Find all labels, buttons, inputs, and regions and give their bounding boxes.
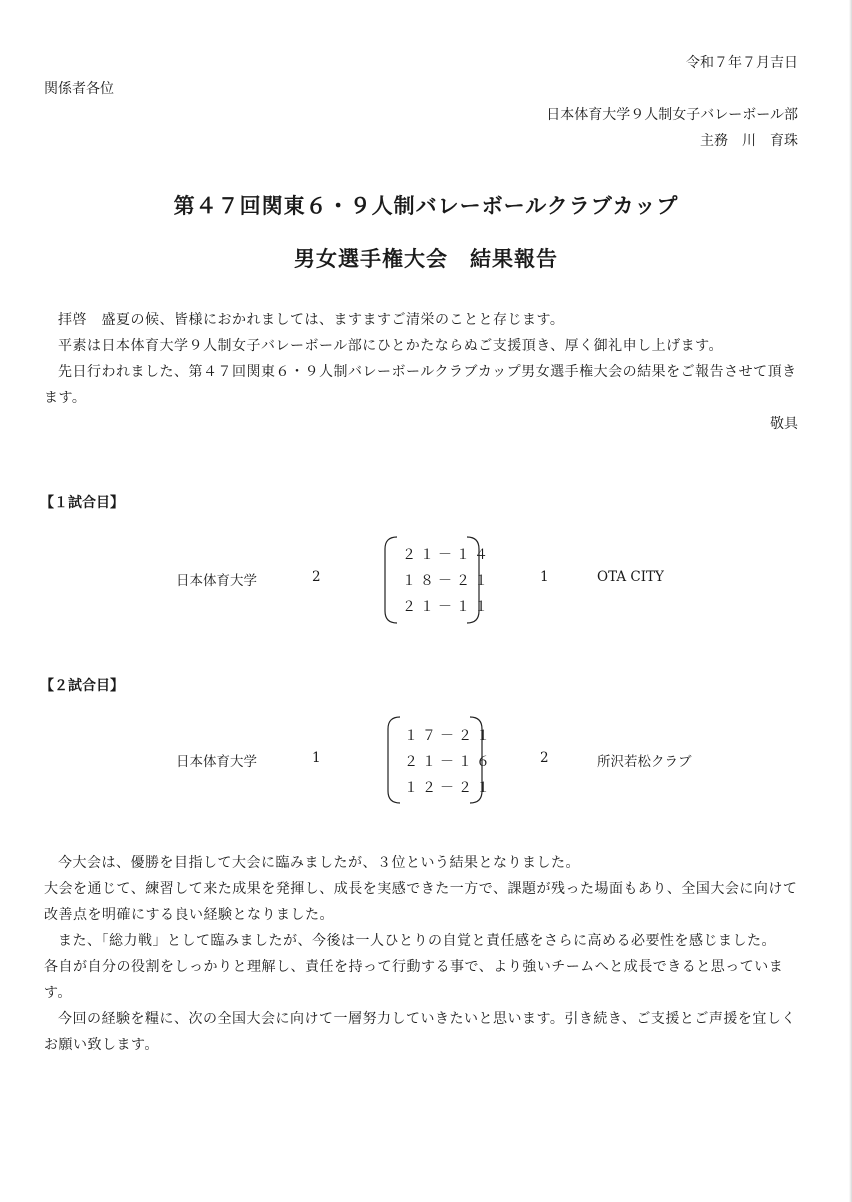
match-1-set-3: ２１－１１	[402, 599, 492, 615]
match-1-away-sets: 1	[540, 569, 549, 585]
greeting	[44, 307, 804, 411]
greeting-line-1: 拝啓 盛夏の候、皆様におかれましては、ますますご清栄のことと存じます。	[58, 312, 565, 328]
sender-organization: 日本体育大学９人制女子バレーボール部	[546, 107, 798, 123]
report-paragraph-2: 大会を通じて、練習して来た成果を発揮し、成長を実感できた一方で、課題が残った場面もあり、全国大会に向けて改善点を明確にする良い経験となりました。	[44, 881, 798, 923]
match-2-set-2: ２１－１６	[404, 754, 494, 770]
match-1-set-1: ２１－１４	[402, 547, 492, 563]
match-2-away-sets: 2	[540, 750, 549, 766]
report-paragraph-1: 今大会は、優勝を目指して大会に臨みましたが、３位という結果となりました。	[58, 855, 580, 871]
addressee: 関係者各位	[44, 81, 114, 97]
match-1-away-team: OTA CITY	[597, 569, 664, 585]
match-2-home-sets: 1	[312, 750, 321, 766]
match-2-away-team: 所沢若松クラブ	[597, 754, 692, 770]
match-1-home-team: 日本体育大学	[176, 573, 257, 589]
match-1-label: 【１試合目】	[40, 495, 124, 511]
report-paragraph-5: 今回の経験を糧に、次の全国大会に向けて一層努力していきたいと思います。引き続き、ご支援とご声援を宜しくお願い致します。	[44, 1011, 796, 1053]
report-paragraph-4: 各自が自分の役割をしっかりと理解し、責任を持って行動する事で、より強いチームへと成長できると思っています。	[44, 959, 784, 1001]
sender-name: 主務 川 育珠	[700, 133, 798, 149]
match-2-set-3: １２－２１	[404, 780, 494, 796]
greeting-line-3: 先日行われました、第４７回関東６・９人制バレーボールクラブカップ男女選手権大会の結果をご報告させて頂きます。	[44, 364, 797, 406]
greeting-line-2: 平素は日本体育大学９人制女子バレーボール部にひとかたならぬご支援頂き、厚く御礼申し上げます。	[58, 338, 724, 354]
match-1-home-sets: 2	[312, 569, 321, 585]
document-subtitle: 男女選手権大会 結果報告	[294, 246, 558, 271]
date: 令和７年７月吉日	[686, 55, 798, 71]
document-title: 第４７回関東６・９人制バレーボールクラブカップ	[173, 193, 679, 218]
match-2-label: 【２試合目】	[40, 678, 124, 694]
report-paragraph-3: また、「総力戦」として臨みましたが、今後は一人ひとりの自覚と責任感をさらに高める必要性を感じました。	[58, 933, 776, 949]
match-1-set-2: １８－２１	[402, 573, 492, 589]
match-2-home-team: 日本体育大学	[176, 754, 257, 770]
match-2-set-1: １７－２１	[404, 728, 494, 744]
closing: 敬具	[770, 416, 798, 432]
report-body	[44, 850, 804, 1058]
